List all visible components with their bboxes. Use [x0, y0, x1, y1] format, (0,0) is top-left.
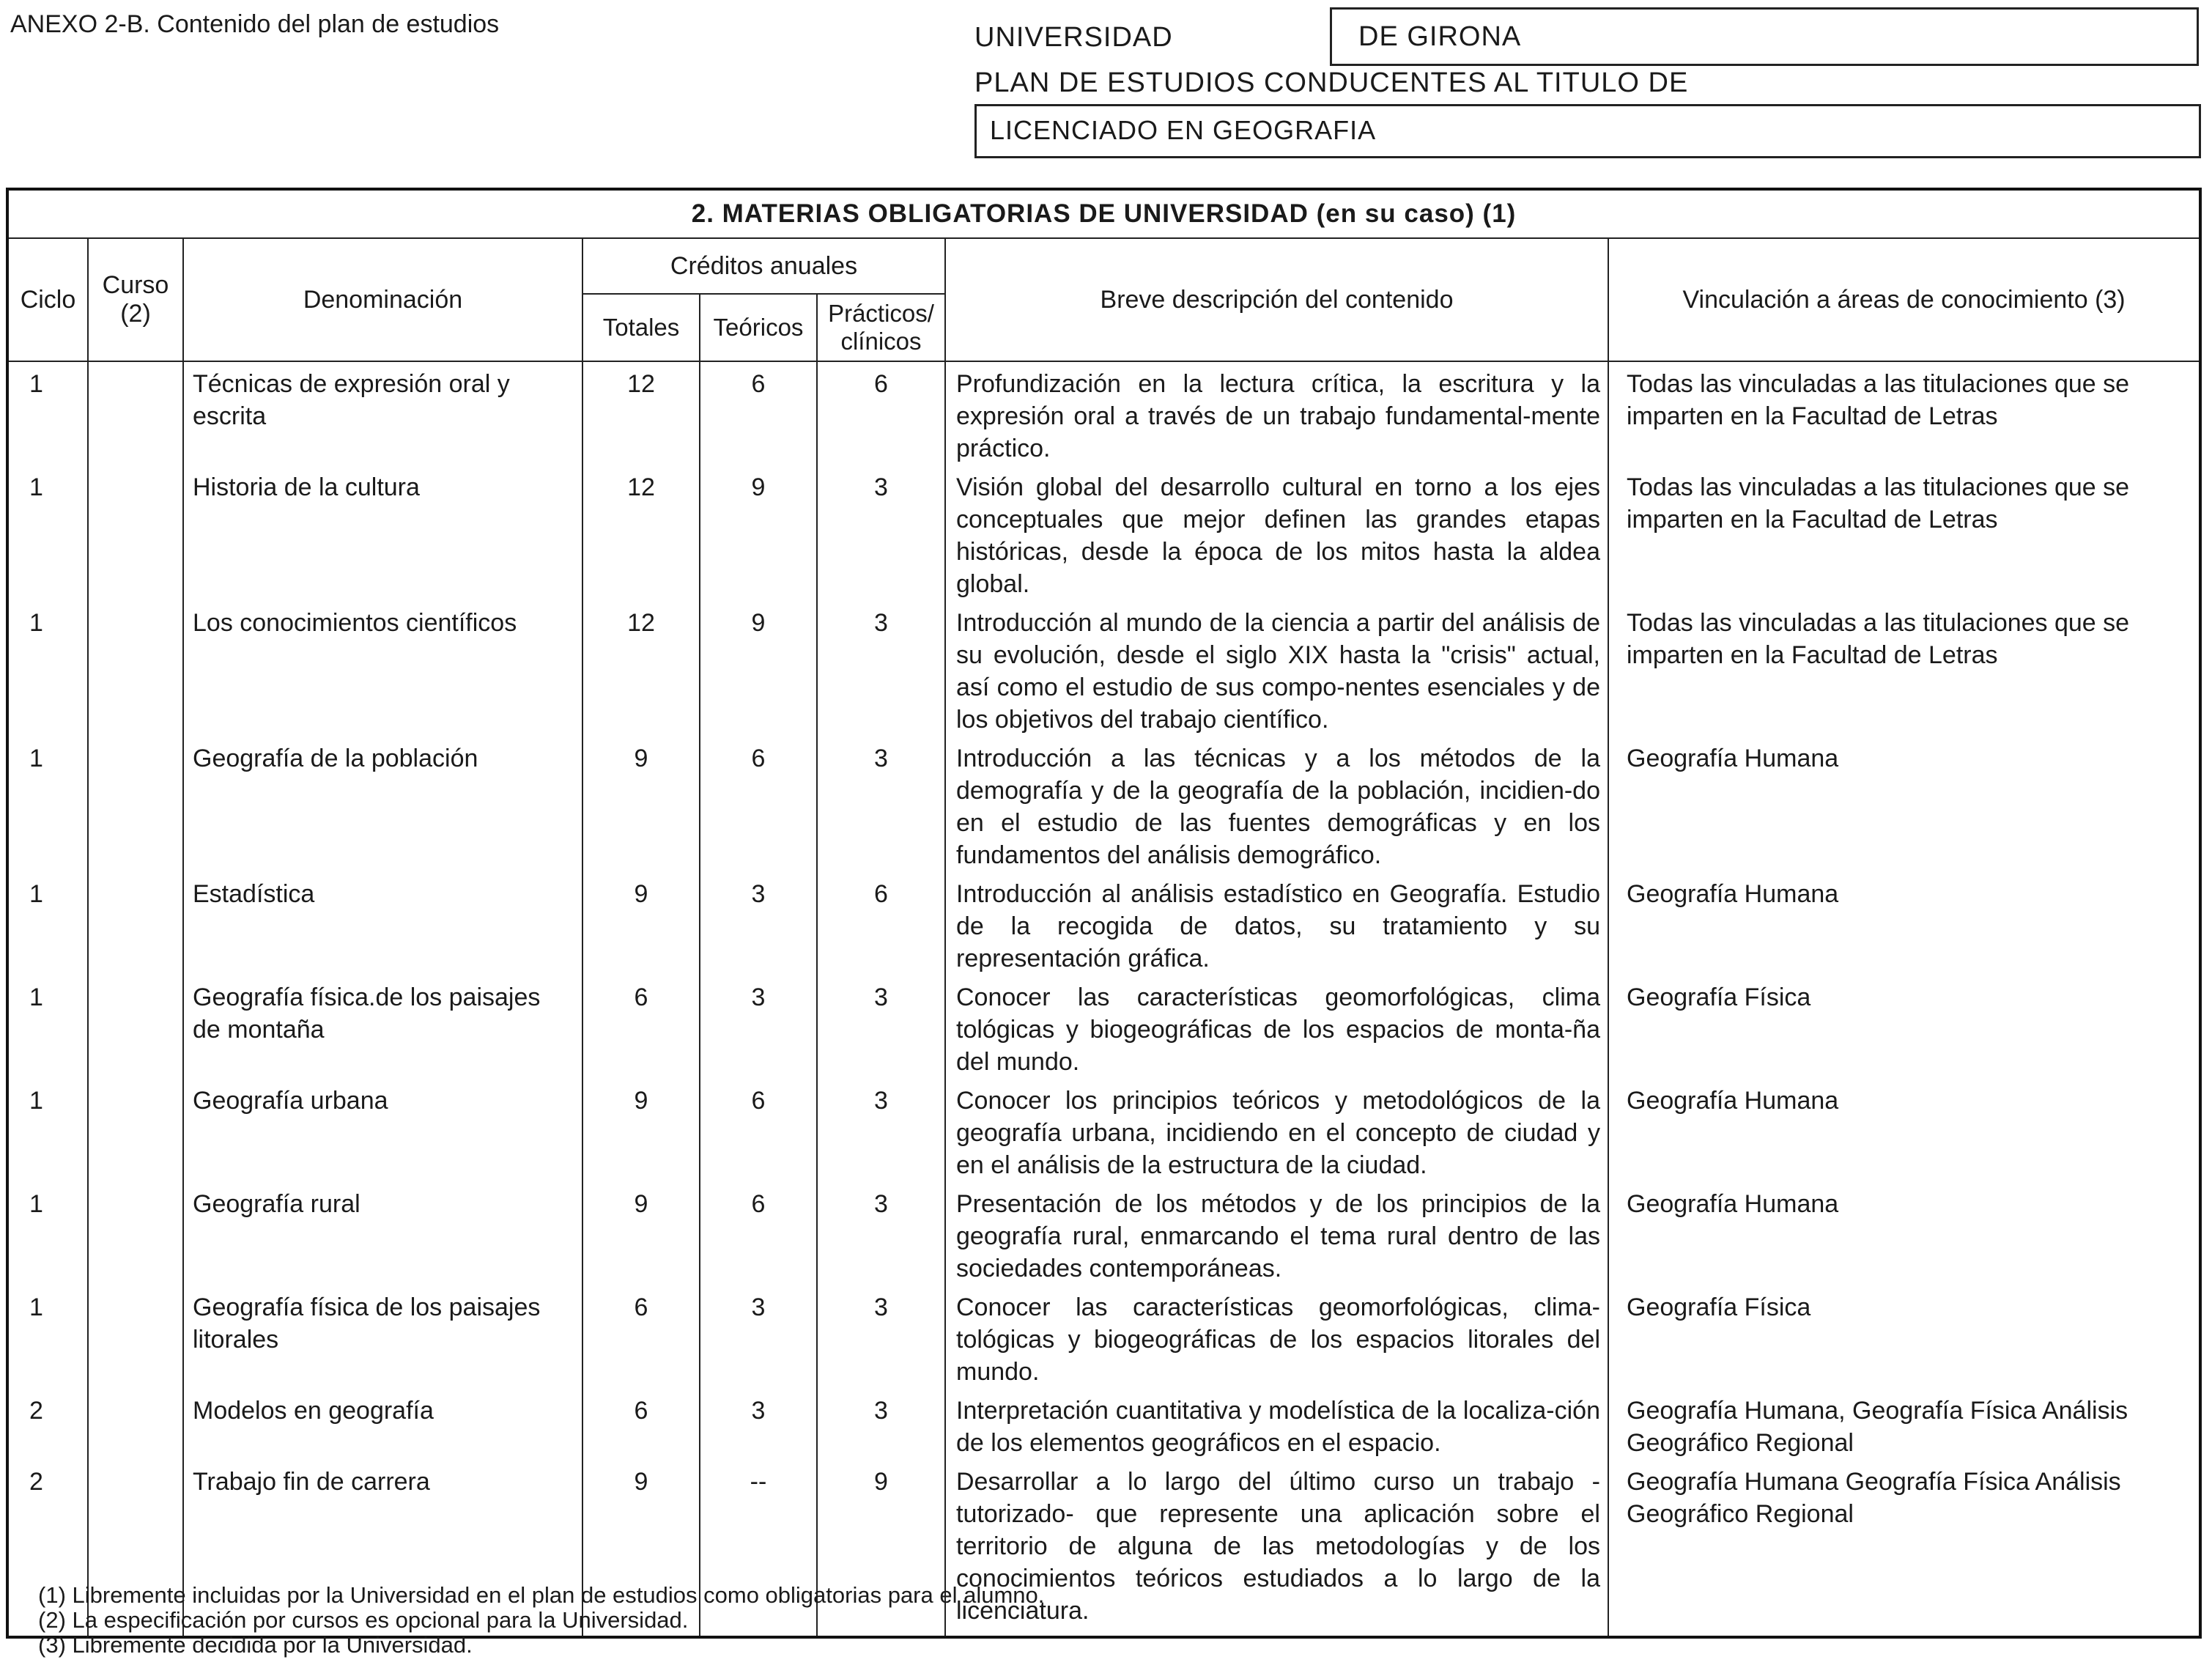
subjects-table — [6, 188, 2202, 1639]
table-row — [7, 1389, 2200, 1460]
cell-practicos: 3 — [817, 975, 945, 1079]
table-row — [7, 465, 2200, 601]
table-row — [7, 1285, 2200, 1389]
cell-curso — [88, 1285, 183, 1389]
university-box — [1330, 7, 2199, 66]
cell-totales: 6 — [582, 975, 700, 1079]
cell-curso — [88, 361, 183, 465]
cell-denominacion: Los conocimientos científicos — [183, 601, 582, 736]
cell-vinculacion: Geografía Humana Geografía Física Análisis Geográfico Regional — [1608, 1460, 2200, 1637]
cell-totales: 12 — [582, 361, 700, 465]
cell-descripcion: Interpretación cuantitativa y modelística de la localiza-ción de los elementos geográficos en el espacio. — [945, 1389, 1608, 1460]
table-row — [7, 736, 2200, 872]
cell-curso — [88, 872, 183, 975]
cell-teoricos: 9 — [700, 465, 817, 601]
cell-totales: 12 — [582, 601, 700, 736]
cell-denominacion: Historia de la cultura — [183, 465, 582, 601]
cell-denominacion: Técnicas de expresión oral y escrita — [183, 361, 582, 465]
cell-vinculacion: Todas las vinculadas a las titulaciones que se imparten en la Facultad de Letras — [1608, 601, 2200, 736]
cell-teoricos: 6 — [700, 361, 817, 465]
cell-descripcion: Conocer las características geomorfológicas, clima tológicas y biogeográficas de los espacios de monta-ña del mundo. — [945, 975, 1608, 1079]
table-body — [7, 361, 2200, 1637]
header-teoricos: Teóricos — [700, 294, 817, 361]
footnotes — [38, 1583, 1044, 1658]
university-label: UNIVERSIDAD — [974, 22, 1173, 53]
cell-descripcion: Conocer las características geomorfológicas, clima-tológicas y biogeográficas de los espacios litorales del mundo. — [945, 1285, 1608, 1389]
cell-teoricos: 3 — [700, 872, 817, 975]
university-value: DE GIRONA — [1358, 21, 1522, 52]
header-ciclo: Ciclo — [7, 238, 88, 361]
table-row — [7, 1079, 2200, 1182]
cell-vinculacion: Geografía Humana — [1608, 872, 2200, 975]
annex-title: ANEXO 2-B. Contenido del plan de estudios — [10, 10, 500, 38]
footnote-3: (3) Libremente decidida por la Universidad. — [38, 1632, 473, 1658]
cell-curso — [88, 601, 183, 736]
cell-teoricos: 3 — [700, 1285, 817, 1389]
cell-vinculacion: Geografía Humana — [1608, 736, 2200, 872]
cell-curso — [88, 465, 183, 601]
table-row — [7, 601, 2200, 736]
table-row — [7, 872, 2200, 975]
cell-vinculacion: Geografía Humana — [1608, 1079, 2200, 1182]
cell-teoricos: 6 — [700, 736, 817, 872]
cell-practicos: 3 — [817, 601, 945, 736]
cell-practicos: 3 — [817, 1079, 945, 1182]
cell-ciclo: 2 — [7, 1389, 88, 1460]
cell-practicos: 3 — [817, 736, 945, 872]
cell-ciclo: 1 — [7, 601, 88, 736]
cell-denominacion: Modelos en geografía — [183, 1389, 582, 1460]
cell-ciclo: 1 — [7, 1182, 88, 1285]
cell-teoricos: 6 — [700, 1182, 817, 1285]
cell-denominacion: Geografía de la población — [183, 736, 582, 872]
cell-ciclo: 1 — [7, 736, 88, 872]
cell-descripcion: Conocer los principios teóricos y metodológicos de la geografía urbana, incidiendo en el concepto de ciudad y en el análisis de la estructura de la ciudad. — [945, 1079, 1608, 1182]
cell-practicos: 3 — [817, 1285, 945, 1389]
header-descripcion: Breve descripción del contenido — [945, 238, 1608, 361]
cell-curso — [88, 1389, 183, 1460]
cell-descripcion: Desarrollar a lo largo del último curso un trabajo -tutorizado- que represente una aplicación sobre el territorio de alguna de las metodologías y de los conocimientos teóricos estudiados a lo largo de la licenciatura. — [945, 1460, 1608, 1637]
cell-denominacion: Geografía física de los paisajes litorales — [183, 1285, 582, 1389]
cell-curso — [88, 1079, 183, 1182]
header-curso: Curso (2) — [88, 238, 183, 361]
cell-totales: 12 — [582, 465, 700, 601]
cell-denominacion: Geografía rural — [183, 1182, 582, 1285]
header-denominacion: Denominación — [183, 238, 582, 361]
cell-ciclo: 1 — [7, 872, 88, 975]
cell-denominacion: Geografía urbana — [183, 1079, 582, 1182]
cell-vinculacion: Geografía Humana — [1608, 1182, 2200, 1285]
cell-vinculacion: Todas las vinculadas a las titulaciones que se imparten en la Facultad de Letras — [1608, 465, 2200, 601]
cell-ciclo: 1 — [7, 361, 88, 465]
cell-totales: 9 — [582, 1182, 700, 1285]
cell-totales: 9 — [582, 1460, 700, 1637]
cell-denominacion: Estadística — [183, 872, 582, 975]
cell-totales: 9 — [582, 872, 700, 975]
cell-practicos: 6 — [817, 872, 945, 975]
cell-descripcion: Visión global del desarrollo cultural en torno a los ejes conceptuales que mejor definen las grandes etapas históricas, desde la época de los mitos hasta la aldea global. — [945, 465, 1608, 601]
plan-label: PLAN DE ESTUDIOS CONDUCENTES AL TITULO DE — [974, 67, 1689, 98]
cell-descripcion: Introducción al análisis estadístico en Geografía. Estudio de la recogida de datos, su tratamiento y su representación gráfica. — [945, 872, 1608, 975]
cell-totales: 9 — [582, 736, 700, 872]
cell-ciclo: 2 — [7, 1460, 88, 1637]
header-practicos: Prácticos/ clínicos — [817, 294, 945, 361]
cell-vinculacion: Geografía Humana, Geografía Física Análisis Geográfico Regional — [1608, 1389, 2200, 1460]
cell-practicos: 3 — [817, 1389, 945, 1460]
table-row — [7, 1182, 2200, 1285]
cell-teoricos: 3 — [700, 1389, 817, 1460]
cell-teoricos: 9 — [700, 601, 817, 736]
section-title: 2. MATERIAS OBLIGATORIAS DE UNIVERSIDAD (en su caso) (1) — [7, 189, 2200, 238]
cell-denominacion: Geografía física.de los paisajes de montaña — [183, 975, 582, 1079]
cell-ciclo: 1 — [7, 1285, 88, 1389]
header-vinculacion: Vinculación a áreas de conocimiento (3) — [1608, 238, 2200, 361]
cell-vinculacion: Todas las vinculadas a las titulaciones que se imparten en la Facultad de Letras — [1608, 361, 2200, 465]
footnote-1: (1) Libremente incluidas por la Universidad en el plan de estudios como obligatorias para el alumno. — [38, 1582, 1045, 1608]
cell-curso — [88, 975, 183, 1079]
cell-ciclo: 1 — [7, 975, 88, 1079]
cell-practicos: 9 — [817, 1460, 945, 1637]
cell-vinculacion: Geografía Física — [1608, 975, 2200, 1079]
cell-practicos: 6 — [817, 361, 945, 465]
table-row — [7, 361, 2200, 465]
cell-denominacion: Trabajo fin de carrera — [183, 1460, 582, 1637]
footnote-2: (2) La especificación por cursos es opcional para la Universidad. — [38, 1607, 689, 1633]
header-creditos: Créditos anuales — [582, 238, 945, 294]
cell-teoricos: 3 — [700, 975, 817, 1079]
cell-totales: 6 — [582, 1285, 700, 1389]
cell-descripcion: Profundización en la lectura crítica, la escritura y la expresión oral a través de un trabajo fundamental-mente práctico. — [945, 361, 1608, 465]
cell-descripcion: Presentación de los métodos y de los principios de la geografía rural, enmarcando el tema rural dentro de las sociedades contemporáneas. — [945, 1182, 1608, 1285]
cell-practicos: 3 — [817, 465, 945, 601]
cell-vinculacion: Geografía Física — [1608, 1285, 2200, 1389]
cell-totales: 6 — [582, 1389, 700, 1460]
cell-teoricos: 6 — [700, 1079, 817, 1182]
cell-ciclo: 1 — [7, 465, 88, 601]
table-row — [7, 975, 2200, 1079]
cell-curso — [88, 1182, 183, 1285]
cell-teoricos: -- — [700, 1460, 817, 1637]
degree-title-value: LICENCIADO EN GEOGRAFIA — [990, 115, 1377, 145]
cell-curso — [88, 736, 183, 872]
cell-descripcion: Introducción al mundo de la ciencia a partir del análisis de su evolución, desde el siglo XIX hasta la "crisis" actual, así como el estudio de sus compo-nentes esenciales y de los objetivos del trabajo científico. — [945, 601, 1608, 736]
cell-descripcion: Introducción a las técnicas y a los métodos de la demografía y de la geografía de la población, incidien-do en el estudio de las fuentes demográficas y en los fundamentos del análisis demográfico. — [945, 736, 1608, 872]
cell-totales: 9 — [582, 1079, 700, 1182]
degree-title-box — [974, 104, 2201, 158]
cell-practicos: 3 — [817, 1182, 945, 1285]
cell-ciclo: 1 — [7, 1079, 88, 1182]
header-totales: Totales — [582, 294, 700, 361]
